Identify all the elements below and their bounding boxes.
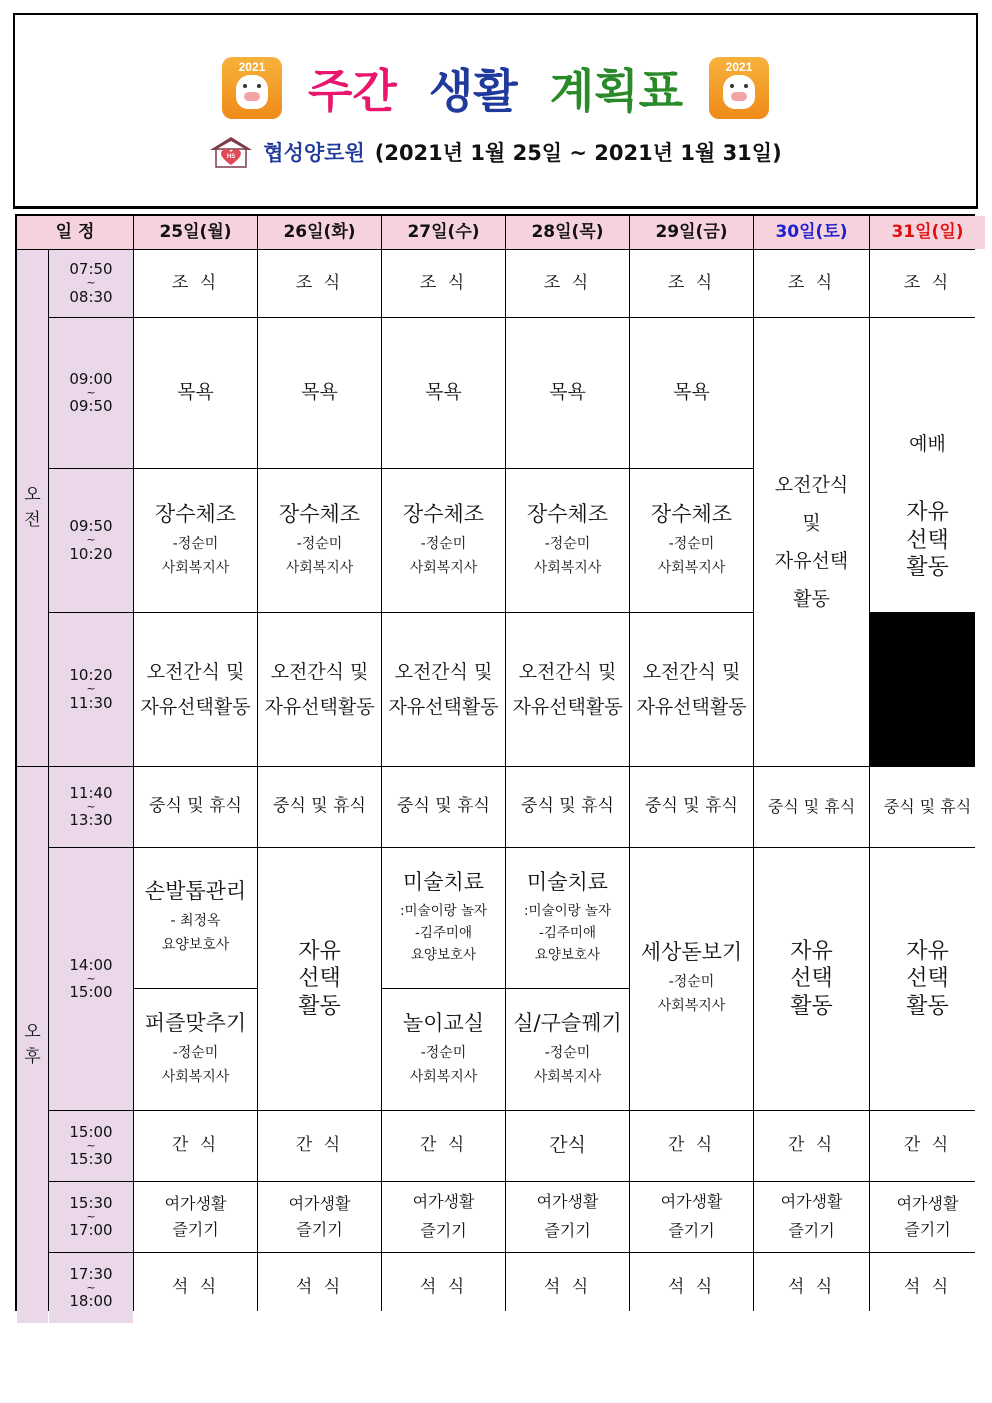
org-name: 협성양로원 xyxy=(263,141,365,165)
breakfast-wed: 조 식 xyxy=(382,250,505,317)
breakfast-thu: 조 식 xyxy=(506,250,629,317)
dinner-wed: 석 식 xyxy=(382,1253,505,1323)
breakfast-sun: 조 식 xyxy=(870,250,985,317)
header-schedule: 일 정 xyxy=(17,216,133,249)
badge-year: 2021 xyxy=(238,60,266,74)
breakfast-tue: 조 식 xyxy=(258,250,381,317)
day-header-sun: 31일(일) xyxy=(870,216,985,249)
day-header-tue: 26일(화) xyxy=(258,216,381,249)
bath-thu: 목욕 xyxy=(506,318,629,468)
am-snack-mon: 오전간식 및 자유선택활동 xyxy=(134,613,257,766)
time-slot-1400: 14:00 ~ 15:00 xyxy=(49,848,133,1110)
bath-tue: 목욕 xyxy=(258,318,381,468)
schedule-period: (2021년 1월 25일 ~ 2021년 1월 31일) xyxy=(374,141,782,165)
subtitle-row xyxy=(15,134,976,170)
snack-sat: 간 식 xyxy=(754,1111,869,1181)
sun-free-activity: 자유 선택 활동 xyxy=(870,469,985,612)
section-morning: 오 전 xyxy=(17,250,48,766)
title-word-life: 생활 xyxy=(428,64,518,118)
dinner-sun: 석 식 xyxy=(870,1253,985,1323)
logo-text: HS xyxy=(227,154,236,160)
snack-mon: 간 식 xyxy=(134,1111,257,1181)
exercise-tue: 장수체조 -정순미 사회복지사 xyxy=(258,469,381,612)
bath-wed: 목욕 xyxy=(382,318,505,468)
dinner-mon: 석 식 xyxy=(134,1253,257,1323)
exercise-mon: 장수체조 -정순미 사회복지사 xyxy=(134,469,257,612)
am-snack-wed: 오전간식 및 자유선택활동 xyxy=(382,613,505,766)
lunch-tue: 중식 및 휴식 xyxy=(258,767,381,847)
house-heart-logo-icon xyxy=(209,136,253,168)
snack-wed: 간 식 xyxy=(382,1111,505,1181)
leisure-sat: 여가생활 즐기기 xyxy=(754,1182,869,1252)
dinner-fri: 석 식 xyxy=(630,1253,753,1323)
pm-thu-beading: 실/구슬꿰기 -정순미 사회복지사 xyxy=(506,989,629,1110)
pm-tue-free-activity: 자유 선택 활동 xyxy=(258,848,381,1110)
snack-fri: 간 식 xyxy=(630,1111,753,1181)
am-snack-tue: 오전간식 및 자유선택활동 xyxy=(258,613,381,766)
time-slot-1500: 15:00 ~ 15:30 xyxy=(49,1111,133,1181)
snack-thu: 간식 xyxy=(506,1111,629,1181)
bath-fri: 목욕 xyxy=(630,318,753,468)
time-slot-1020: 10:20 ~ 11:30 xyxy=(49,613,133,766)
time-slot-0900: 09:00 ~ 09:50 xyxy=(49,318,133,468)
time-slot-0750: 07:50 ~ 08:30 xyxy=(49,250,133,317)
pm-mon-nail-care: 손발톱관리 - 최정옥 요양보호사 xyxy=(134,848,257,988)
sun-worship: 예배 xyxy=(870,318,985,612)
day-header-fri: 29일(금) xyxy=(630,216,753,249)
snack-tue: 간 식 xyxy=(258,1111,381,1181)
cow-2021-icon xyxy=(709,57,769,119)
breakfast-fri: 조 식 xyxy=(630,250,753,317)
breakfast-mon: 조 식 xyxy=(134,250,257,317)
bath-mon: 목욕 xyxy=(134,318,257,468)
weekly-schedule-table xyxy=(15,214,975,1311)
title-row xyxy=(15,55,976,121)
leisure-tue: 여가생활 즐기기 xyxy=(258,1182,381,1252)
time-slot-1530: 15:30 ~ 17:00 xyxy=(49,1182,133,1252)
dinner-tue: 석 식 xyxy=(258,1253,381,1323)
breakfast-sat: 조 식 xyxy=(754,250,869,317)
am-snack-thu: 오전간식 및 자유선택활동 xyxy=(506,613,629,766)
pm-sat-free-activity: 자유 선택 활동 xyxy=(754,848,869,1110)
pm-mon-puzzle: 퍼즐맞추기 -정순미 사회복지사 xyxy=(134,989,257,1110)
dinner-sat: 석 식 xyxy=(754,1253,869,1323)
pm-wed-art-therapy: 미술치료 :미술이랑 놀자 -김주미애 요양보호사 xyxy=(382,848,505,988)
pm-fri-world-view: 세상돋보기 -정순미 사회복지사 xyxy=(630,848,753,1110)
leisure-thu: 여가생활 즐기기 xyxy=(506,1182,629,1252)
cow-2021-icon xyxy=(222,57,282,119)
pm-sun-free-activity: 자유 선택 활동 xyxy=(870,848,985,1110)
exercise-fri: 장수체조 -정순미 사회복지사 xyxy=(630,469,753,612)
exercise-thu: 장수체조 -정순미 사회복지사 xyxy=(506,469,629,612)
am-snack-fri: 오전간식 및 자유선택활동 xyxy=(630,613,753,766)
time-slot-0950: 09:50 ~ 10:20 xyxy=(49,469,133,612)
lunch-sat: 중식 및 휴식 xyxy=(754,767,869,847)
badge-year: 2021 xyxy=(725,60,753,74)
leisure-sun: 여가생활 즐기기 xyxy=(870,1182,985,1252)
day-header-mon: 25일(월) xyxy=(134,216,257,249)
section-afternoon: 오 후 xyxy=(17,767,48,1323)
lunch-fri: 중식 및 휴식 xyxy=(630,767,753,847)
day-header-thu: 28일(목) xyxy=(506,216,629,249)
time-slot-1730: 17:30 ~ 18:00 xyxy=(49,1253,133,1323)
sat-morning-activity: 오전간식 및 자유선택 활동 xyxy=(754,318,869,766)
title-word-weekly: 주간 xyxy=(307,64,397,118)
day-header-sat: 30일(토) xyxy=(754,216,869,249)
dinner-thu: 석 식 xyxy=(506,1253,629,1323)
lunch-mon: 중식 및 휴식 xyxy=(134,767,257,847)
snack-sun: 간 식 xyxy=(870,1111,985,1181)
pm-thu-art-therapy: 미술치료 :미술이랑 놀자 -김주미애 요양보호사 xyxy=(506,848,629,988)
leisure-mon: 여가생활 즐기기 xyxy=(134,1182,257,1252)
time-slot-1140: 11:40 ~ 13:30 xyxy=(49,767,133,847)
page-header xyxy=(13,13,978,208)
pm-wed-play-class: 놀이교실 -정순미 사회복지사 xyxy=(382,989,505,1110)
lunch-wed: 중식 및 휴식 xyxy=(382,767,505,847)
lunch-sun: 중식 및 휴식 xyxy=(870,767,985,847)
leisure-fri: 여가생활 즐기기 xyxy=(630,1182,753,1252)
leisure-wed: 여가생활 즐기기 xyxy=(382,1182,505,1252)
title-word-plan: 계획표 xyxy=(549,64,684,118)
exercise-wed: 장수체조 -정순미 사회복지사 xyxy=(382,469,505,612)
lunch-thu: 중식 및 휴식 xyxy=(506,767,629,847)
day-header-wed: 27일(수) xyxy=(382,216,505,249)
